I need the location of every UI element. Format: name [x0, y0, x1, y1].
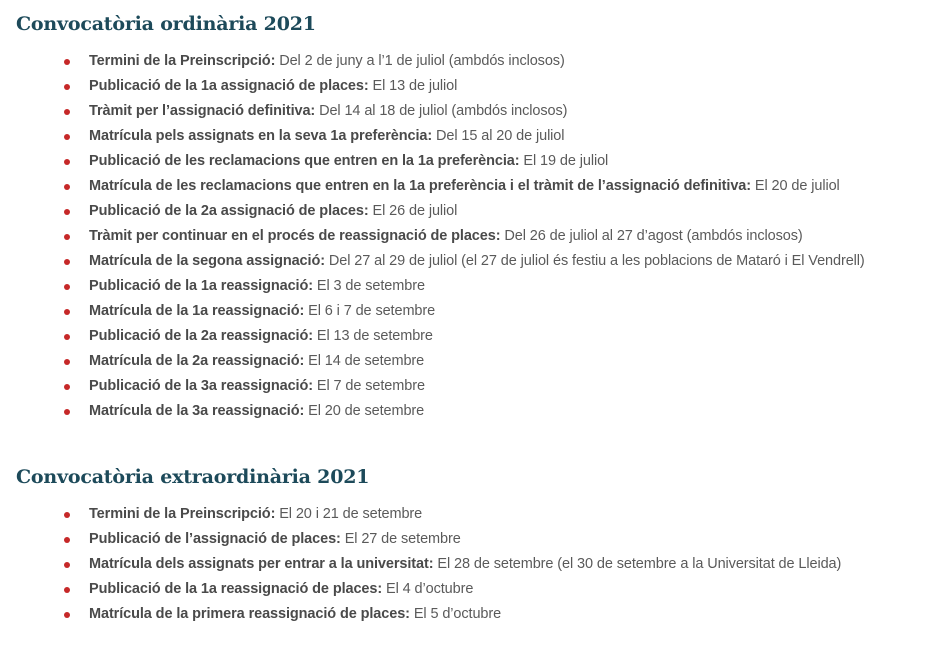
bullet-icon — [64, 512, 70, 518]
bullet-icon — [64, 562, 70, 568]
bullet-icon — [64, 259, 70, 265]
bullet-icon — [64, 159, 70, 165]
list-item — [16, 99, 943, 124]
item-value: Del 26 de juliol al 27 d’agost (ambdós inclosos) — [500, 228, 803, 244]
list-item — [16, 502, 943, 527]
bullet-icon — [64, 612, 70, 618]
item-value: El 3 de setembre — [312, 278, 425, 294]
item-label: Publicació de la 2a reassignació: — [89, 328, 313, 344]
list-item — [16, 149, 943, 174]
bullet-icon — [64, 587, 70, 593]
item-label: Publicació de la 1a reassignació: — [89, 278, 313, 294]
item-value: Del 15 al 20 de juliol — [432, 128, 565, 144]
item-label: Publicació de la 1a reassignació de places: — [89, 581, 383, 597]
item-label: Publicació de la 2a assignació de places: — [89, 203, 369, 219]
list-item — [16, 374, 943, 399]
item-value: El 20 de juliol — [751, 178, 840, 194]
bullet-icon — [64, 309, 70, 315]
item-value: El 4 d’octubre — [382, 581, 474, 597]
list-item — [16, 552, 943, 577]
item-value: El 14 de setembre — [304, 353, 425, 369]
item-label: Matrícula de la 3a reassignació: — [89, 403, 305, 419]
item-label: Matrícula dels assignats per entrar a la universitat: — [89, 556, 434, 572]
item-label: Matrícula de les reclamacions que entren en la 1a preferència i el tràmit de l’assignació definitiva: — [89, 178, 751, 194]
section-extraordinary-2021 — [16, 464, 943, 627]
list-item — [16, 602, 943, 627]
item-value: El 27 de setembre — [340, 531, 461, 547]
item-label: Publicació de la 3a reassignació: — [89, 378, 313, 394]
bullet-icon — [64, 59, 70, 65]
list-item — [16, 299, 943, 324]
item-value: El 28 de setembre (el 30 de setembre a la Universitat de Lleida) — [433, 556, 842, 572]
item-label: Matrícula de la 2a reassignació: — [89, 353, 305, 369]
item-value: El 7 de setembre — [312, 378, 425, 394]
item-value: Del 2 de juny a l’1 de juliol (ambdós inclosos) — [275, 53, 565, 69]
item-value: El 13 de setembre — [312, 328, 433, 344]
item-value: El 26 de juliol — [368, 203, 458, 219]
item-label: Publicació de les reclamacions que entren en la 1a preferència: — [89, 153, 520, 169]
list-item — [16, 49, 943, 74]
schedule-list — [16, 49, 943, 424]
list-item — [16, 224, 943, 249]
bullet-icon — [64, 409, 70, 415]
item-label: Tràmit per l’assignació definitiva: — [89, 103, 316, 119]
bullet-icon — [64, 359, 70, 365]
list-item — [16, 527, 943, 552]
bullet-icon — [64, 234, 70, 240]
list-item — [16, 74, 943, 99]
item-value: El 5 d’octubre — [409, 606, 502, 622]
item-label: Termini de la Preinscripció: — [89, 53, 276, 69]
bullet-icon — [64, 134, 70, 140]
section-title: Convocatòria extraordinària 2021 — [16, 466, 370, 488]
item-label: Matrícula de la primera reassignació de places: — [89, 606, 410, 622]
bullet-icon — [64, 84, 70, 90]
section-title: Convocatòria ordinària 2021 — [16, 13, 316, 35]
item-label: Termini de la Preinscripció: — [89, 506, 276, 522]
item-label: Matrícula de la 1a reassignació: — [89, 303, 305, 319]
section-ordinary-2021 — [16, 11, 943, 424]
list-item — [16, 249, 943, 274]
bullet-icon — [64, 384, 70, 390]
item-label: Publicació de l’assignació de places: — [89, 531, 341, 547]
bullet-icon — [64, 109, 70, 115]
bullet-icon — [64, 209, 70, 215]
item-value: Del 27 al 29 de juliol (el 27 de juliol és festiu a les poblacions de Mataró i El Vendrell) — [324, 253, 865, 269]
list-item — [16, 577, 943, 602]
item-label: Matrícula pels assignats en la seva 1a preferència: — [89, 128, 433, 144]
item-value: El 13 de juliol — [368, 78, 458, 94]
list-item — [16, 124, 943, 149]
item-label: Publicació de la 1a assignació de places: — [89, 78, 369, 94]
item-label: Tràmit per continuar en el procés de reassignació de places: — [89, 228, 501, 244]
bullet-icon — [64, 334, 70, 340]
item-label: Matrícula de la segona assignació: — [89, 253, 325, 269]
list-item — [16, 274, 943, 299]
bullet-icon — [64, 537, 70, 543]
bullet-icon — [64, 184, 70, 190]
list-item — [16, 324, 943, 349]
list-item — [16, 349, 943, 374]
item-value: El 20 i 21 de setembre — [275, 506, 423, 522]
item-value: El 20 de setembre — [304, 403, 425, 419]
list-item — [16, 399, 943, 424]
item-value: Del 14 al 18 de juliol (ambdós inclosos) — [315, 103, 568, 119]
item-value: El 19 de juliol — [519, 153, 609, 169]
list-item — [16, 199, 943, 224]
bullet-icon — [64, 284, 70, 290]
item-value: El 6 i 7 de setembre — [304, 303, 436, 319]
list-item — [16, 174, 943, 199]
schedule-list — [16, 502, 943, 627]
